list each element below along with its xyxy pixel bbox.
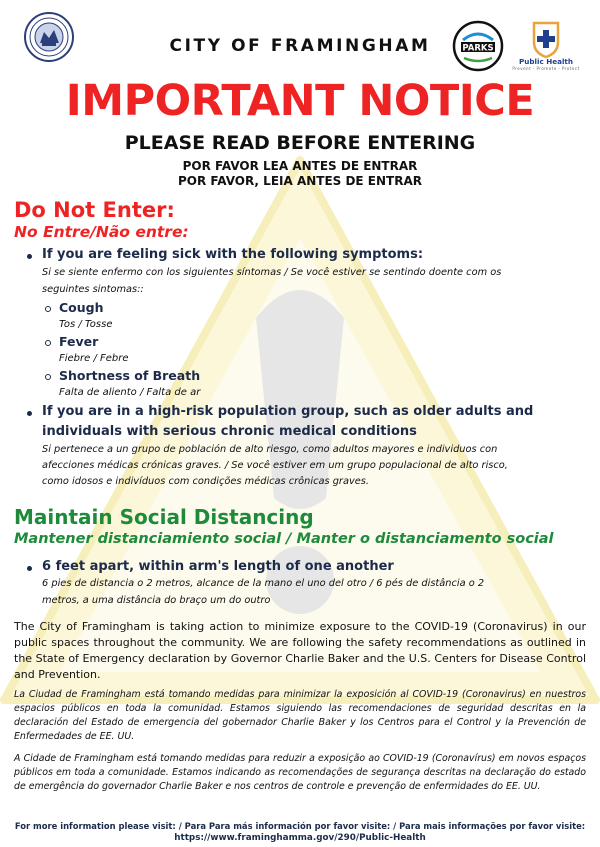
risk-bullet-line-1: If you are in a high-risk population group, such as older adults and [42,404,534,419]
risk-bullet-line-2: individuals with serious chronic medical conditions [42,424,417,439]
symptom-fever: Fever [59,334,99,349]
parks-recreation-logo [452,20,504,72]
bullet-icon [27,566,32,571]
svg-text:PARKS: PARKS [462,43,494,54]
distancing-translation: Mantener distanciamiento social / Manter o distanciamento social [14,531,554,547]
distancing-translation-line-2: metros, a uma distância do braço um do outro [42,595,271,606]
page-header [0,0,600,80]
do-not-enter-translation: No Entre/Não entre: [14,223,189,241]
symptom-shortness-of-breath: Shortness of Breath [59,368,201,383]
risk-translation-line-3: como idosos e indivíduos com condições médicas crônicas graves. [42,476,370,487]
sick-bullet: If you are feeling sick with the following symptoms: [42,247,424,262]
bullet-icon [27,254,32,259]
public-health-name: Public Health [519,57,573,66]
sick-translation-line-1: Si se siente enfermo con los siguientes síntomas / Se você estiver se sentindo doente com os [42,267,502,278]
notice-title: IMPORTANT NOTICE [65,76,535,126]
risk-translation-line-2: afecciones médicas crónicas graves. / Se você estiver em um grupo populacional de alto risco, [42,460,508,471]
do-not-enter-heading: Do Not Enter: [14,198,175,222]
sub-bullet-icon [45,340,51,346]
city-title: CITY OF FRAMINGHAM [169,36,431,56]
bullet-icon [27,411,32,416]
risk-translation-line-1: Si pertenece a un grupo de población de alto riesgo, como adultos mayores e individuos con [42,444,498,455]
symptom-cough-translation: Tos / Tosse [59,319,113,330]
distancing-bullet: 6 feet apart, within arm's length of one another [42,559,394,574]
distancing-translation-line-1: 6 pies de distancia o 2 metros, alcance de la mano el uno del otro / 6 pés de distância o 2 [42,578,485,589]
sick-translation-line-2: seguintes sintomas:: [42,284,144,295]
symptom-cough: Cough [59,300,104,315]
symptom-shortness-translation: Falta de aliento / Falta de ar [59,387,201,398]
footer-info: For more information please visit: / Para Para más información por favor visite: / Para mais informações por favor visite: [14,821,586,831]
paragraph-english: The City of Framingham is taking action to minimize exposure to the COVID-19 (Coronavirus) in our public spaces throughout the community. We are following the safety recommendations as outlined in the State of Emergency declaration by Governor Charlie Baker and the U.S. Centers for Disease Control and Prevention. [14,620,586,681]
symptom-fever-translation: Fiebre / Febre [59,353,129,364]
sub-bullet-icon [45,374,51,380]
paragraph-spanish: La Ciudad de Framingham está tomando medidas para minimizar la exposición al COVID-19 (Coronavirus) en nuestros espacios públicos en toda la comunidad. Estamos siguiendo las recomendaciones de seguridad descritas en la declaración del Estado de emergencia del gobernador Charlie Baker y los Centros para el Control y la Prevención de Enfermedades de EE. UU. [14,689,586,742]
sub-bullet-icon [45,306,51,312]
notice-subtitle-es: POR FAVOR LEA ANTES DE ENTRAR [182,159,418,173]
distancing-heading: Maintain Social Distancing [14,505,314,529]
footer-link[interactable]: https://www.framinghamma.gov/290/Public-Health [174,833,426,843]
paragraph-portuguese: A Cidade de Framingham está tomando medidas para reduzir a exposição ao COVID-19 (Coronavírus) em novos espaços públicos em toda a comunidade. Estamos indicando as recomendações de segurança descritas na declaração do estado de emergência do governador Charlie Baker e nos centros de controle e prevenção de enfermidades do EE. UU. [14,753,586,792]
public-health-tagline: Prevent · Promote · Protect [512,66,580,71]
notice-subtitle-pt: POR FAVOR, LEIA ANTES DE ENTRAR [177,174,423,188]
notice-subtitle: PLEASE READ BEFORE ENTERING [124,132,476,154]
